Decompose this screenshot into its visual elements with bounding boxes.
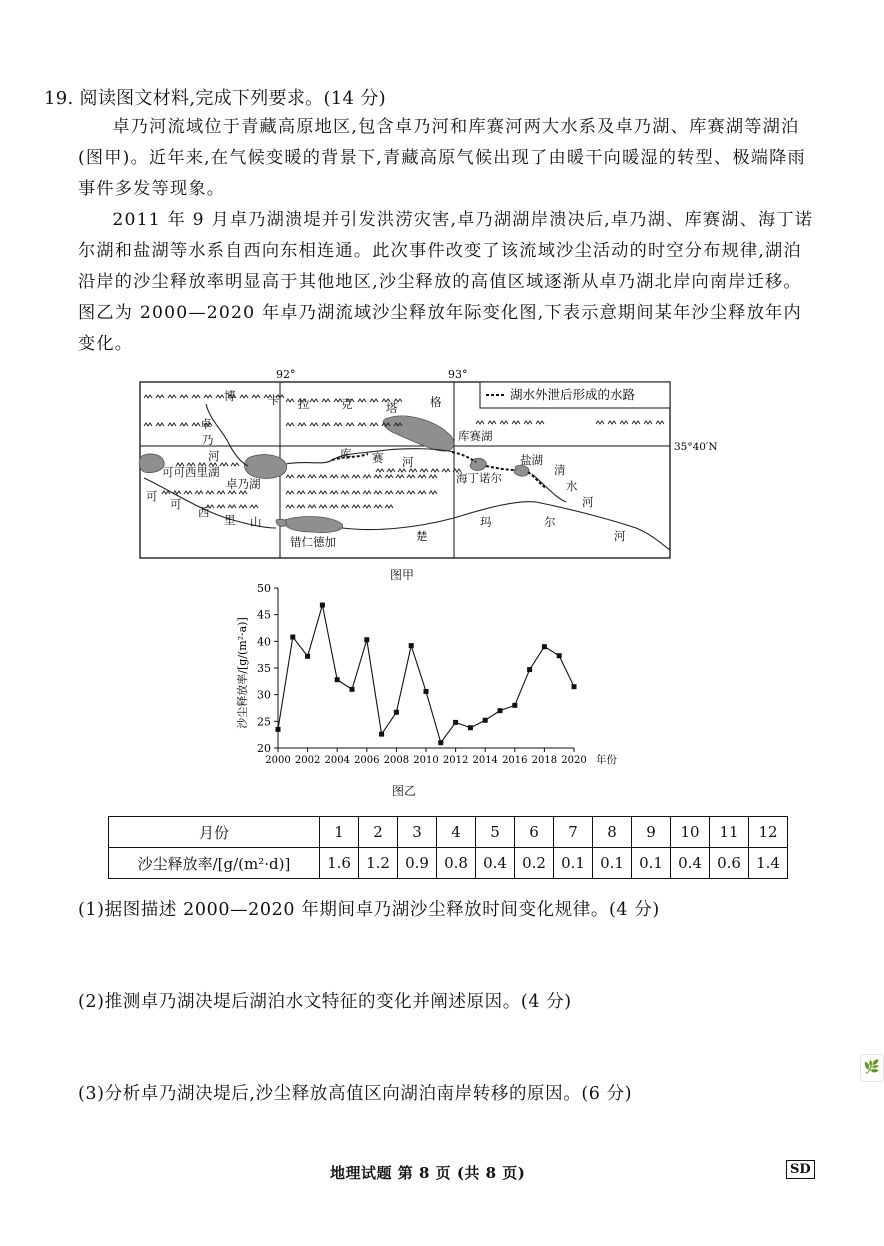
data-point [409,643,414,648]
mountain-mark [363,475,371,478]
table-value-cell: 0.1 [593,848,632,879]
data-point [527,667,532,672]
table-row-label: 沙尘释放率/[g/(m²·d)] [109,848,320,879]
mountain-mark [352,475,360,478]
mountain-mark [370,399,378,402]
mountain-mark [385,505,393,508]
mountain-mark [286,423,294,426]
mountain-mark [239,491,247,494]
lon-92-label: 92° [276,368,296,381]
mountain-mark [374,491,382,494]
x-tick-label: 2006 [354,755,380,766]
mountain-mark [407,475,415,478]
mountain-mark [156,423,164,426]
mountain-mark [310,399,318,402]
label-kusaihu: 库赛湖 [458,429,493,443]
mountain-mark [431,469,439,472]
mountain-mark [418,491,426,494]
mountain-mark [476,421,484,424]
data-point [498,708,503,713]
map-legend-label: 湖水外泄后形成的水路 [510,387,636,402]
mountain-mark [620,421,628,424]
y-tick-label: 25 [257,715,271,729]
data-point [276,727,281,732]
mountain-mark [418,475,426,478]
mountain-mark [308,491,316,494]
label-chu: 楚 [416,529,428,543]
data-point [483,718,488,723]
mountain-mark [286,399,294,402]
y-tick-label: 35 [257,662,271,675]
monthly-dust-table [108,816,788,879]
label-kekexilihu: 可可西里湖 [162,465,220,479]
label-ma: 玛 [480,515,492,529]
mountain-mark [297,491,305,494]
table-month-cell: 11 [710,817,749,848]
label-ta: 塔 [386,401,398,415]
dust-release-chart [232,578,632,780]
chart-caption: 图乙 [392,784,417,798]
table-month-cell: 1 [320,817,359,848]
mountain-mark [322,399,330,402]
mountain-mark [374,475,382,478]
dust-release-series-line [278,605,574,743]
data-point [350,687,355,692]
data-point [320,603,325,608]
data-point [438,740,443,745]
table-month-cell: 12 [749,817,788,848]
mountain-mark [297,475,305,478]
label-he2: 河 [402,455,414,469]
label-bo: 博 [224,389,236,403]
y-tick-label: 50 [257,582,271,595]
data-point [364,637,369,642]
mountain-mark [286,475,294,478]
mountain-mark [352,505,360,508]
label-he3: 河 [582,495,594,509]
label-cuorendejia: 错仁德加 [290,535,336,549]
mountain-mark [322,423,330,426]
data-point [305,654,310,659]
table-value-cell: 0.6 [710,848,749,879]
mountain-mark [168,423,176,426]
table-value-cell: 0.4 [476,848,515,879]
mountain-mark [407,491,415,494]
green-leaf-icon[interactable]: 🌿 [860,1054,884,1082]
mountain-mark [409,469,417,472]
mountain-mark [644,421,652,424]
mountain-mark [341,491,349,494]
x-tick-label: 2014 [472,755,498,766]
table-month-cell: 3 [398,817,437,848]
data-point [394,710,399,715]
data-point [512,703,517,708]
mountain-mark [363,491,371,494]
table-month-cell: 4 [437,817,476,848]
mountain-mark [429,491,437,494]
x-tick-label: 2018 [531,755,558,766]
table-month-cell: 8 [593,817,632,848]
map-figure [136,368,718,564]
label-xi: 西 [198,505,210,519]
mountain-mark [420,469,428,472]
mountain-mark [217,491,225,494]
label-la: 拉 [298,397,310,411]
mountain-mark [298,423,306,426]
mountain-mark [352,491,360,494]
mountain-mark [231,463,239,466]
table-value-cell: 0.1 [554,848,593,879]
mountain-mark [319,491,327,494]
table-value-cell: 0.8 [437,848,476,879]
data-point [557,653,562,658]
mountain-mark [442,469,450,472]
table-month-cell: 6 [515,817,554,848]
data-point [468,725,473,730]
mountain-mark [524,421,532,424]
mountain-mark [206,491,214,494]
mountain-mark [286,505,294,508]
mountain-mark [358,423,366,426]
sub-question-3: (3)分析卓乃湖决堤后,沙尘释放高值区向湖泊南岸转移的原因。(6 分) [78,1084,633,1104]
mountain-mark [162,491,170,494]
mountain-mark [217,505,225,508]
mountain-mark [286,491,294,494]
label-haidingnuoer: 海丁诺尔 [456,471,502,485]
table-month-cell: 9 [632,817,671,848]
question-title: 19. 阅读图文材料,完成下列要求。(14 分) [44,88,386,109]
mountain-mark [536,421,544,424]
mountain-mark [330,475,338,478]
sd-badge: SD [786,1160,815,1179]
x-tick-label: 2010 [413,755,439,766]
x-tick-label: 2004 [324,755,350,766]
mountain-mark [250,505,258,508]
mountain-mark [358,399,366,402]
x-tick-label: 2000 [265,755,291,766]
label-yanhu: 盐湖 [520,453,543,467]
label-ke2: 可 [170,497,182,511]
mountain-mark [192,395,200,398]
mountain-mark [180,423,188,426]
map-caption: 图甲 [390,568,415,582]
label-er: 尔 [544,515,556,529]
table-row-values [109,848,788,879]
data-point [572,684,577,689]
mountain-mark [376,469,384,472]
table-value-cell: 1.6 [320,848,359,879]
label-zhuonaihu: 卓乃湖 [226,477,261,491]
mountain-mark [656,421,664,424]
chart-y-label: 沙尘释放率/[g/(m²·a)] [236,617,249,729]
x-tick-label: 2008 [383,755,410,766]
mountain-mark [252,395,260,398]
mountain-mark [308,505,316,508]
sub-question-2: (2)推测卓乃湖决堤后湖泊水文特征的变化并阐述原因。(4 分) [78,992,572,1012]
mountain-mark [429,475,437,478]
mountain-mark [341,475,349,478]
lat-label: 35°40′N [674,441,718,453]
label-ge: 格 [430,395,442,409]
y-tick-label: 45 [257,608,271,622]
chart-x-label: 年份 [596,754,617,766]
question-paragraph-2: 2011 年 9 月卓乃湖溃堤并引发洪涝灾害,卓乃湖湖岸溃决后,卓乃湖、库赛湖、海丁诺尔湖和盐湖等水系自西向东相连通。此次事件改变了该流域沙尘活动的时空分布规律,湖泊沿岸的沙尘释放率明显高于其他地区,沙尘释放的高值区域逐渐从卓乃湖北岸向南岸迁移。图乙为 2000—2020 年卓乃湖流域沙尘释放年际变化图,下表示意期间某年沙尘释放年内变化。 [78,210,814,354]
label-nai: 乃 [202,433,214,447]
label-shan: 山 [250,515,262,529]
mountain-mark [632,421,640,424]
table-header-label: 月份 [109,817,320,848]
mountain-mark [319,475,327,478]
mountain-mark [204,395,212,398]
mountain-mark [310,423,318,426]
mountain-mark [239,505,247,508]
mountain-mark [228,491,236,494]
data-point [335,677,340,682]
mountain-mark [346,423,354,426]
mountain-mark [370,423,378,426]
data-point [424,689,429,694]
mountain-mark [398,469,406,472]
mountain-mark [396,491,404,494]
mountain-mark [220,463,228,466]
label-li: 里 [224,513,236,527]
x-tick-label: 2020 [561,755,587,766]
question-paragraph-1: 卓乃河流域位于青藏高原地区,包含卓乃河和库赛河两大水系及卓乃湖、库赛湖等湖泊(图甲)。近年来,在气候变暖的背景下,青藏高原气候出现了由暖干向暖湿的转型、极端降雨事件多发等现象。 [78,117,806,199]
table-row-months [109,817,788,848]
mountain-mark [500,421,508,424]
x-tick-label: 2016 [502,755,528,766]
data-point [453,720,458,725]
mountain-mark [180,395,188,398]
table-value-cell: 0.1 [632,848,671,879]
mountain-mark [341,505,349,508]
mountain-mark [334,423,342,426]
table-month-cell: 10 [671,817,710,848]
mountain-mark [144,423,152,426]
mountain-mark [144,395,152,398]
table-value-cell: 1.4 [749,848,788,879]
lon-93-label: 93° [448,368,468,381]
sub-question-1: (1)据图描述 2000—2020 年期间卓乃湖沙尘释放时间变化规律。(4 分) [78,900,660,920]
label-he1: 河 [208,449,220,463]
table-month-cell: 7 [554,817,593,848]
mountain-mark [385,475,393,478]
mountain-mark [319,505,327,508]
label-ka: 卡 [268,393,280,407]
mountain-mark [156,395,164,398]
page-footer: 地理试题 第 8 页 (共 8 页) [330,1164,526,1182]
mountain-mark [608,421,616,424]
label-ku: 库 [340,447,352,461]
label-ke1: 可 [146,489,158,503]
label-ke: 克 [341,397,353,411]
y-tick-label: 20 [257,742,271,755]
table-value-cell: 1.2 [359,848,398,879]
mountain-mark [363,505,371,508]
mountain-mark [240,395,248,398]
mountain-mark [184,491,192,494]
mountain-mark [596,421,604,424]
mountain-mark [512,421,520,424]
label-zhuo: 卓 [200,417,212,431]
mountain-mark [192,423,200,426]
mountain-mark [330,505,338,508]
mountain-mark [330,491,338,494]
label-qing: 清 [554,463,566,477]
data-point [542,644,547,649]
mountain-mark [195,491,203,494]
mountain-mark [396,475,404,478]
mountain-mark [228,505,236,508]
x-tick-label: 2002 [294,755,321,766]
table-value-cell: 0.2 [515,848,554,879]
mountain-mark [216,395,224,398]
mountain-mark [168,395,176,398]
label-he4: 河 [614,529,626,543]
data-point [379,732,384,737]
x-tick-label: 2012 [442,755,469,766]
y-tick-label: 30 [257,688,271,702]
label-sai: 赛 [372,451,384,465]
mountain-mark [297,505,305,508]
table-value-cell: 0.9 [398,848,437,879]
table-month-cell: 2 [359,817,398,848]
mountain-mark [387,469,395,472]
table-month-cell: 5 [476,817,515,848]
table-value-cell: 0.4 [671,848,710,879]
mountain-mark [488,421,496,424]
mountain-mark [374,505,382,508]
label-shui: 水 [566,479,578,493]
mountain-mark [385,491,393,494]
y-tick-label: 40 [257,635,271,649]
mountain-mark [308,475,316,478]
data-point [290,635,295,640]
